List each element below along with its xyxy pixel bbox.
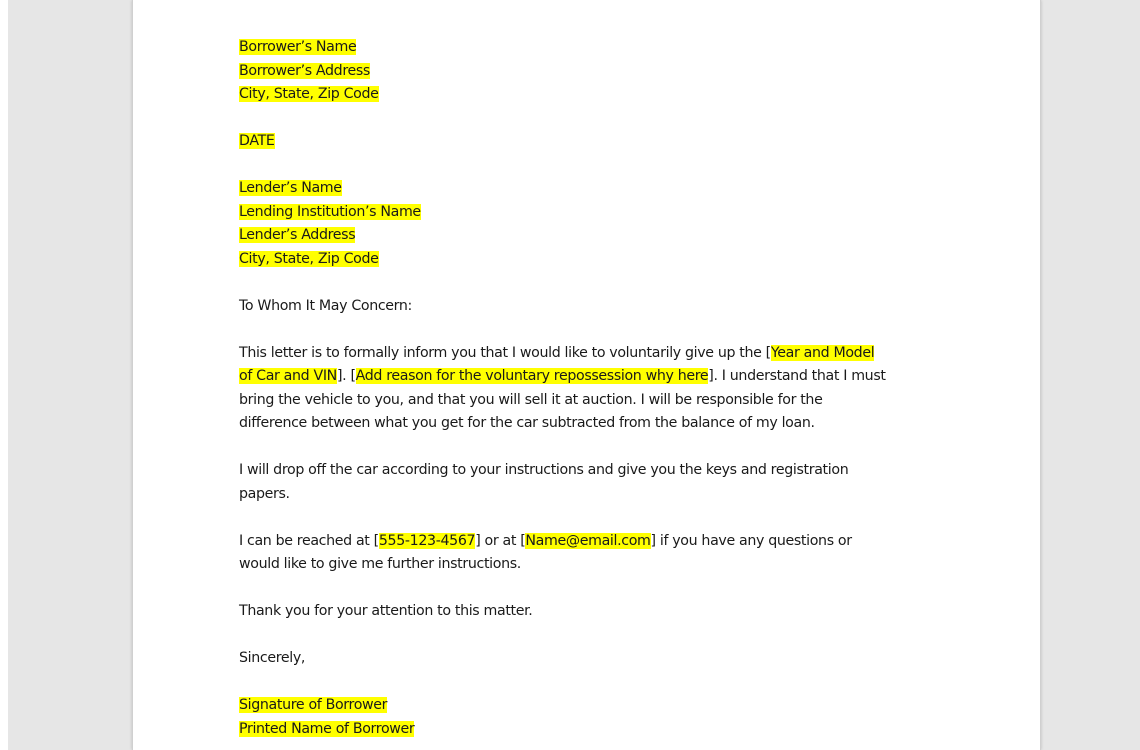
paragraph2-line2: papers. xyxy=(239,485,290,502)
paragraph1-line3: bring the vehicle to you, and that you will sell it at auction. I will be responsible for the xyxy=(239,391,823,408)
paragraph1-line2 xyxy=(239,365,939,389)
document-workspace xyxy=(8,0,1140,750)
sender-city-placeholder: City, State, Zip Code xyxy=(239,86,379,102)
document-page[interactable] xyxy=(132,0,1041,750)
lender-address-placeholder: Lender’s Address xyxy=(239,227,356,243)
sender-block-line xyxy=(239,36,939,60)
letter-body[interactable] xyxy=(239,36,939,741)
printed-name-placeholder: Printed Name of Borrower xyxy=(239,720,415,737)
salutation: To Whom It May Concern: xyxy=(239,297,412,314)
thanks-line: Thank you for your attention to this matter. xyxy=(239,603,533,619)
recipient-block-line xyxy=(239,248,939,272)
phone-placeholder: 555-123-4567 xyxy=(378,532,476,549)
date-placeholder: DATE xyxy=(239,133,275,149)
recipient-block-line xyxy=(239,224,939,248)
closing-line: Sincerely, xyxy=(239,650,306,666)
paragraph3-line2: would like to give me further instructions. xyxy=(239,556,521,572)
reason-placeholder: Add reason for the voluntary repossession why here xyxy=(355,368,709,384)
paragraph1-text: ]. [ xyxy=(336,368,356,384)
signature-line xyxy=(239,694,939,718)
paragraph1-line4: difference between what you get for the car subtracted from the balance of my loan. xyxy=(239,415,815,431)
paragraph3-line1 xyxy=(239,530,939,554)
lender-city-placeholder: City, State, Zip Code xyxy=(239,250,379,267)
sender-name-placeholder: Borrower’s Name xyxy=(239,39,357,55)
institution-name-placeholder: Lending Institution’s Name xyxy=(239,203,421,220)
paragraph3-text: ] if you have any questions or xyxy=(650,532,852,549)
recipient-block-line xyxy=(239,201,939,225)
paragraph3-text: ] or at [ xyxy=(475,532,526,549)
paragraph1-text: ]. I understand that I must xyxy=(708,368,886,384)
signature-placeholder: Signature of Borrower xyxy=(239,697,388,713)
sender-block-line xyxy=(239,83,939,107)
email-placeholder: Name@email.com xyxy=(525,532,651,549)
paragraph1-line1 xyxy=(239,342,939,366)
paragraph1-text: This letter is to formally inform you that I would like to voluntarily give up the [ xyxy=(239,344,771,361)
car-model-placeholder: Year and Model xyxy=(770,344,875,361)
car-vin-placeholder: of Car and VIN xyxy=(239,368,337,384)
lender-name-placeholder: Lender’s Name xyxy=(239,180,342,196)
paragraph3-text: I can be reached at [ xyxy=(239,532,379,549)
date-line xyxy=(239,130,939,154)
sender-address-placeholder: Borrower’s Address xyxy=(239,62,370,79)
recipient-block-line xyxy=(239,177,939,201)
printed-name-line xyxy=(239,718,939,742)
paragraph2-line1: I will drop off the car according to your instructions and give you the keys and registration xyxy=(239,462,849,478)
sender-block-line xyxy=(239,60,939,84)
